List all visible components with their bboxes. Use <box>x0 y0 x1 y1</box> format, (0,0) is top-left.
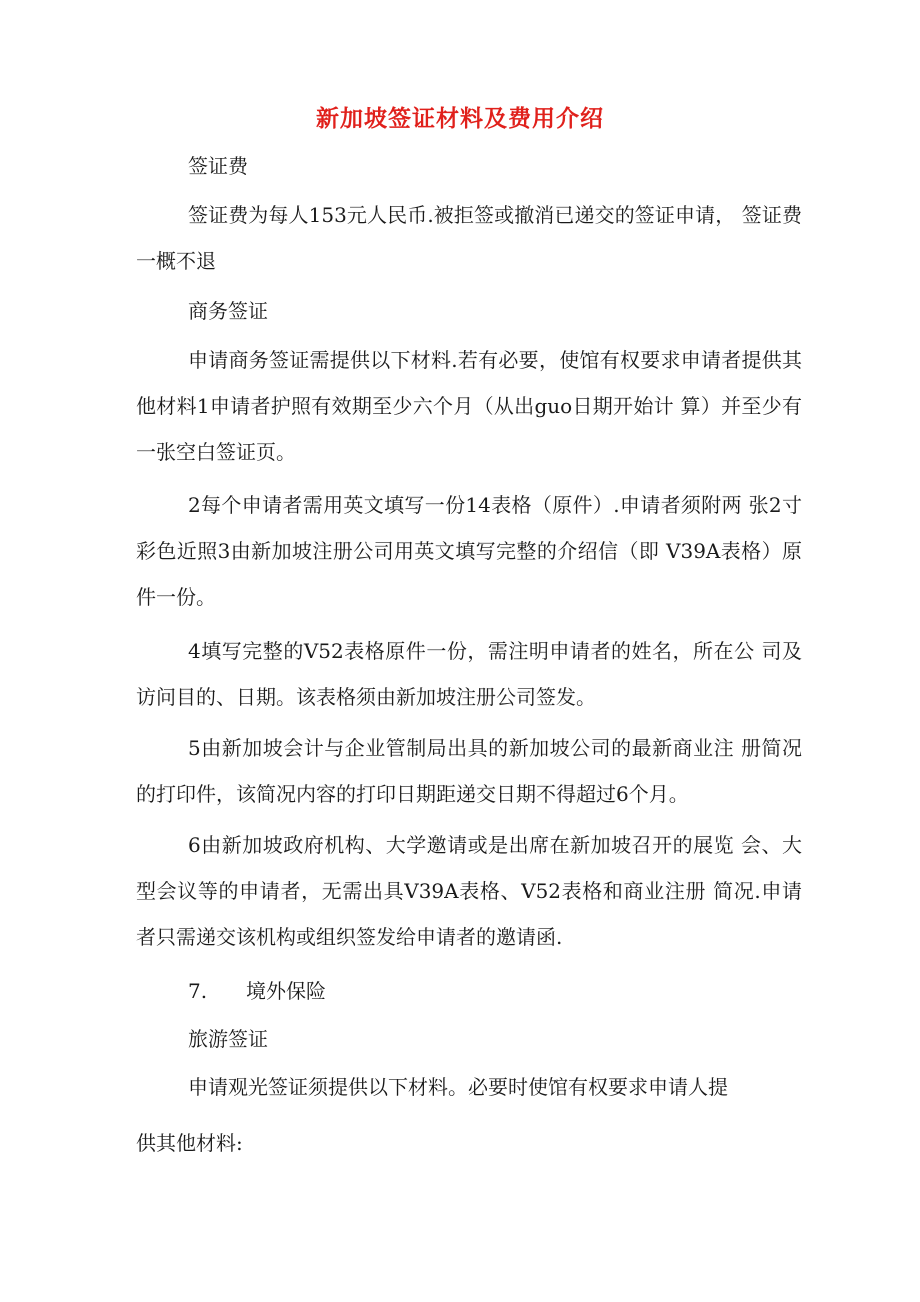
paragraph-item-6: 6由新加坡政府机构、大学邀请或是出席在新加坡召开的展览 会、大型会议等的申请者，无需出具V39A表格、V52表格和商业注册 简况.申请者只需递交该机构或组织签发给申请者的邀请函. <box>136 833 802 949</box>
heading-visa-fee: 签证费 <box>188 154 248 178</box>
item-text: 境外保险 <box>246 979 326 1003</box>
paragraph-tourist-intro: 申请观光签证须提供以下材料。必要时使馆有权要求申请人提 <box>188 1075 728 1099</box>
heading-business-visa: 商务签证 <box>188 299 268 323</box>
numbered-item-7 <box>188 968 326 1014</box>
paragraph-visa-fee: 签证费为每人153元人民币.被拒签或撤消已递交的签证申请， 签证费一概不退 <box>136 203 802 273</box>
paragraph-item-4: 4填写完整的V52表格原件一份，需注明申请者的姓名，所在公 司及访问目的、日期。该表格须由新加坡注册公司签发。 <box>136 639 802 709</box>
paragraph-tourist-continued: 供其他材料: <box>136 1131 243 1155</box>
document-title: 新加坡签证材料及费用介绍 <box>316 105 604 132</box>
paragraph-item-2-3: 2每个申请者需用英文填写一份14表格（原件）.申请者须附两 张2寸彩色近照3由新加坡注册公司用英文填写完整的介绍信（即 V39A表格）原件一份。 <box>136 493 802 609</box>
item-number: 7. <box>188 979 208 1003</box>
paragraph-item-5: 5由新加坡会计与企业管制局出具的新加坡公司的最新商业注 册简况的打印件，该简况内容的打印日期距递交日期不得超过6个月。 <box>136 736 802 806</box>
paragraph-business-intro: 申请商务签证需提供以下材料.若有必要，使馆有权要求申请者提供其他材料1申请者护照有效期至少六个月（从出guo日期开始计 算）并至少有一张空白签证页。 <box>136 348 802 464</box>
heading-tourist-visa: 旅游签证 <box>188 1027 268 1051</box>
